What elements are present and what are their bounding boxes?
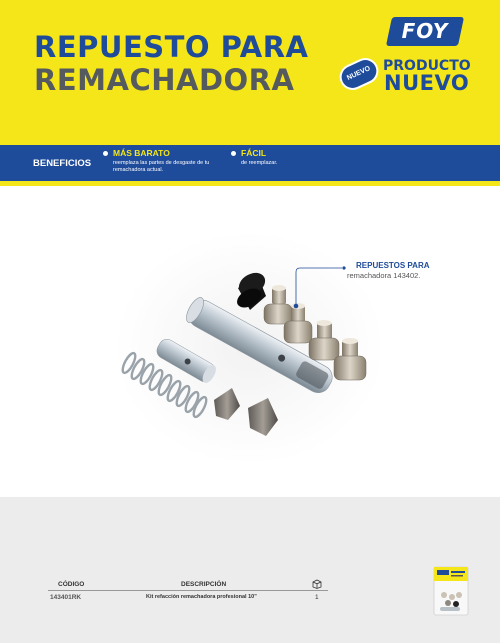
col-header-code: CÓDIGO xyxy=(58,581,85,588)
row-description: Kit refacción remachadora profesional 10" xyxy=(146,594,257,600)
producto-label: PRODUCTO xyxy=(383,58,471,74)
nuevo-badge: NUEVO xyxy=(335,54,382,94)
row-code: 143401RK xyxy=(50,594,82,601)
box-icon xyxy=(312,579,322,589)
benefit-text-easy: de reemplazar. xyxy=(241,160,278,166)
row-qty: 1 xyxy=(315,594,319,601)
page-title-line1: REPUESTO PARA xyxy=(34,30,309,64)
callout-subtitle: remachadora 143402. xyxy=(347,271,421,280)
benefit-heading-easy: FÁCIL xyxy=(241,148,267,158)
package-thumbnail xyxy=(432,565,470,617)
spec-table-area xyxy=(0,497,500,643)
nuevo-label: NUEVO xyxy=(384,71,470,95)
table-header-rule xyxy=(48,590,328,591)
col-header-description: DESCRIPCIÓN xyxy=(181,581,227,588)
brand-name: FOY xyxy=(401,19,449,43)
callout-title: REPUESTOS PARA xyxy=(356,261,430,270)
benefit-heading-cheaper: MÁS BARATO xyxy=(113,148,170,158)
benefit-text-cheaper: reemplaza las partes de desgaste de tu remachadora actual. xyxy=(113,160,210,173)
benefits-label: BENEFICIOS xyxy=(33,158,92,169)
page-title-line2: REMACHADORA xyxy=(34,63,295,97)
